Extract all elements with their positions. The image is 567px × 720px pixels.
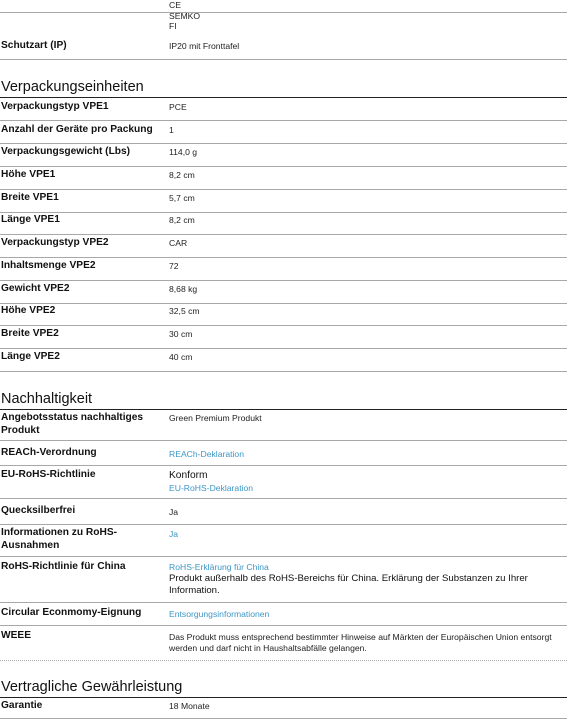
row-label: WEEE bbox=[1, 630, 32, 641]
row-value: 1 bbox=[169, 125, 174, 135]
row-label: Gewicht VPE2 bbox=[1, 283, 70, 294]
row-value: 72 bbox=[169, 261, 179, 271]
table-row bbox=[0, 101, 567, 121]
row-label: Garantie bbox=[1, 700, 43, 711]
row-label: Circular Econmomy-Eignung bbox=[1, 607, 142, 618]
row-value bbox=[169, 470, 564, 494]
row-value: 114,0 g bbox=[169, 147, 198, 157]
row-label: Höhe VPE2 bbox=[1, 305, 56, 316]
row-label: Verpackungsgewicht (Lbs) bbox=[1, 146, 131, 157]
certification-list bbox=[169, 0, 200, 32]
row-value: IP20 mit Fronttafel bbox=[169, 41, 240, 51]
row-label: Verpackungstyp VPE1 bbox=[1, 101, 109, 112]
table-row bbox=[0, 214, 567, 235]
table-row bbox=[0, 305, 567, 326]
row-value: 8,2 cm bbox=[169, 170, 195, 180]
row-label: EU-RoHS-Richtlinie bbox=[1, 469, 96, 480]
row-value: 8,2 cm bbox=[169, 215, 195, 225]
rohs-declaration-link[interactable]: EU-RoHS-Deklaration bbox=[169, 482, 254, 493]
table-row-schutzart bbox=[0, 40, 567, 60]
table-row bbox=[0, 169, 567, 190]
row-value: CAR bbox=[169, 238, 188, 248]
row-value: Das Produkt muss entsprechend bestimmter Hinweise auf Märkten der Europäischen Union entsorgt werden und darf nicht in Haushaltsabfälle gelangen. bbox=[169, 632, 552, 653]
row-label: Informationen zu RoHS-Ausnahmen bbox=[1, 527, 118, 551]
row-value: PCE bbox=[169, 102, 187, 112]
rohs-china-link[interactable]: RoHS-Erklärung für China bbox=[169, 562, 269, 572]
row-label: Verpackungstyp VPE2 bbox=[1, 237, 109, 248]
row-label: RoHS-Richtlinie für China bbox=[1, 561, 126, 572]
table-row bbox=[0, 447, 567, 466]
certification-item: FI bbox=[169, 21, 177, 31]
section-rule bbox=[0, 409, 567, 410]
row-value: 40 cm bbox=[169, 352, 193, 362]
table-row bbox=[0, 607, 567, 626]
certification-item: CE bbox=[169, 0, 181, 10]
table-row bbox=[0, 260, 567, 281]
row-label: Angebotsstatus nachhaltiges Produkt bbox=[1, 412, 144, 436]
row-value: Green Premium Produkt bbox=[169, 413, 262, 423]
disposal-info-link[interactable]: Entsorgungsinformationen bbox=[169, 609, 270, 619]
table-row bbox=[0, 124, 567, 144]
row-label: Anzahl der Geräte pro Packung bbox=[1, 124, 153, 135]
row-value bbox=[169, 449, 564, 460]
table-row bbox=[0, 237, 567, 258]
table-row bbox=[0, 505, 567, 525]
section-rule bbox=[0, 697, 567, 698]
row-label: Länge VPE1 bbox=[1, 214, 60, 225]
row-label: Höhe VPE1 bbox=[1, 169, 56, 180]
table-row bbox=[0, 561, 567, 603]
section-title-verpackung: Verpackungseinheiten bbox=[1, 79, 144, 95]
rohs-exemptions-link[interactable]: Ja bbox=[169, 529, 179, 539]
table-row bbox=[0, 700, 567, 719]
row-label: Breite VPE2 bbox=[1, 328, 59, 339]
row-value: 32,5 cm bbox=[169, 306, 200, 316]
table-row bbox=[0, 469, 567, 499]
row-value: 18 Monate bbox=[169, 701, 210, 711]
rohs-status: Konform bbox=[169, 470, 208, 481]
row-value bbox=[169, 609, 564, 620]
row-label: Inhaltsmenge VPE2 bbox=[1, 260, 96, 271]
row-value: Ja bbox=[169, 507, 179, 517]
row-label: Länge VPE2 bbox=[1, 351, 60, 362]
row-value: 8,68 kg bbox=[169, 284, 198, 294]
section-title-nachhaltigkeit: Nachhaltigkeit bbox=[1, 391, 93, 407]
divider bbox=[0, 12, 567, 13]
row-label: Breite VPE1 bbox=[1, 192, 59, 203]
table-row bbox=[0, 351, 567, 372]
table-row bbox=[0, 192, 567, 213]
row-value: 30 cm bbox=[169, 329, 193, 339]
row-label: Quecksilberfrei bbox=[1, 505, 76, 516]
reach-declaration-link[interactable]: REACh-Deklaration bbox=[169, 449, 244, 459]
certification-item: SEMKO bbox=[169, 10, 201, 21]
table-row bbox=[0, 328, 567, 349]
rohs-china-note: Produkt außerhalb des RoHS-Bereichs für China. Erklärung der Substanzen zu Ihrer Information. bbox=[169, 573, 528, 596]
table-row bbox=[0, 527, 567, 557]
row-label: REACh-Verordnung bbox=[1, 447, 97, 458]
row-value bbox=[169, 562, 564, 597]
section-title-gewaehrleistung: Vertragliche Gewährleistung bbox=[1, 679, 183, 695]
table-row bbox=[0, 146, 567, 167]
table-row bbox=[0, 283, 567, 304]
table-row bbox=[0, 412, 567, 441]
section-rule bbox=[0, 97, 567, 98]
row-value: 5,7 cm bbox=[169, 193, 195, 203]
row-value bbox=[169, 529, 564, 540]
row-label: Schutzart (IP) bbox=[1, 40, 67, 51]
table-row bbox=[0, 630, 567, 661]
